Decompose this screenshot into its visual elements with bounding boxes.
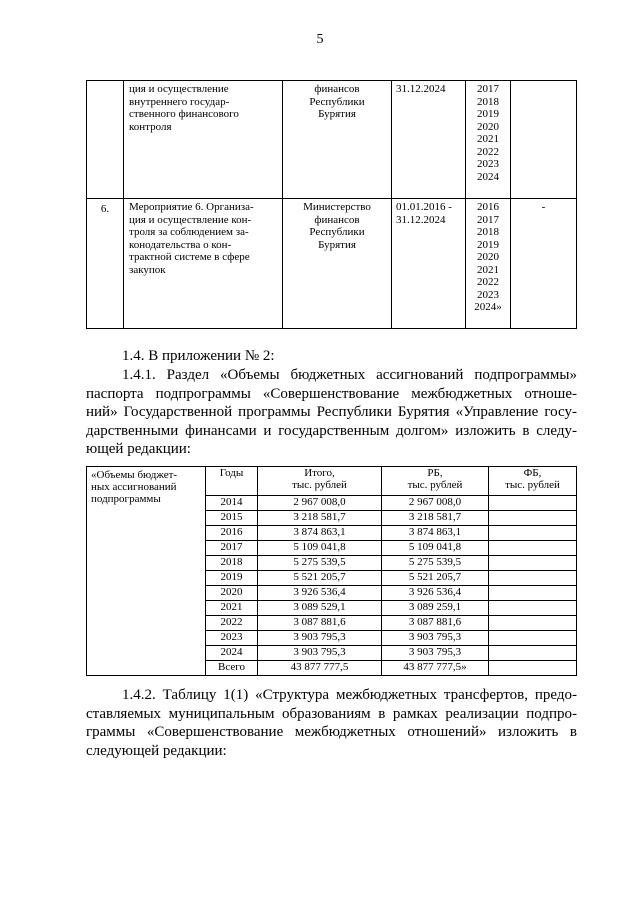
total-cell: [258, 496, 382, 511]
years-line: 2024: [477, 170, 499, 183]
year-cell: [206, 541, 258, 556]
total-cell: [258, 571, 382, 586]
row-number-text: 6.: [100, 203, 110, 215]
rb-cell-value: 3 218 581,7: [408, 511, 462, 523]
year-cell: [206, 586, 258, 601]
year-cell-value: 2016: [220, 526, 243, 538]
total-cell: [258, 601, 382, 616]
rb-cell: [382, 571, 489, 586]
year-cell: [206, 661, 258, 676]
rb-cell: [382, 631, 489, 646]
label-line: ных ассигнований: [91, 481, 177, 493]
year-cell: [206, 496, 258, 511]
fb-cell: [489, 646, 577, 661]
fb-cell: [489, 631, 577, 646]
extra-cell: [511, 81, 577, 199]
years-line: 2022: [477, 145, 499, 158]
years-line: 2023: [477, 288, 499, 301]
total-cell: [258, 616, 382, 631]
period-line: 01.01.2016 -: [396, 201, 452, 213]
paragraph-1-4-1: [86, 366, 577, 459]
rb-cell: [382, 661, 489, 676]
year-cell-value: Всего: [218, 661, 245, 673]
header-rb: [382, 467, 489, 496]
period: [392, 81, 466, 199]
para-line: дарственными финансами и государственным долгом» изложить в следу-: [86, 422, 577, 439]
activity-name-line: ция и осуществление кон-: [129, 213, 252, 226]
para-line: 1.4.1. Раздел «Объемы бюджетных ассигнований подпрограммы»: [122, 367, 577, 383]
table-row: [87, 199, 577, 329]
paragraph-1-4-2: [86, 686, 577, 760]
activity-name-line: контроля: [129, 120, 172, 133]
executor-line: Министерство: [303, 201, 371, 213]
executor-line: Республики: [309, 95, 365, 108]
total-cell-value: 3 218 581,7: [293, 511, 346, 523]
header-fb-line: ФБ,: [523, 467, 542, 479]
total-cell-value: 43 877 777,5: [290, 661, 349, 673]
rb-cell: [382, 511, 489, 526]
activity-name-line: ция и осуществление: [129, 83, 229, 95]
total-cell: [258, 556, 382, 571]
row-number: [87, 199, 124, 329]
years-line: 2017: [477, 83, 499, 95]
executor-line: Республики: [309, 226, 365, 238]
activity-name: [124, 199, 283, 329]
period: [392, 199, 466, 329]
para-line: паспорта подпрограммы «Совершенствование межбюджетных отноше-: [86, 385, 577, 402]
year-cell-value: 2019: [220, 571, 243, 583]
header-year: [206, 467, 258, 496]
para-line: ний» Государственной программы Республики Бурятия «Управление госу-: [86, 404, 577, 420]
header-rb-line: тыс. рублей: [407, 479, 463, 491]
years-line: 2020: [477, 251, 499, 263]
table-row: [87, 81, 577, 199]
extra-cell: [511, 199, 577, 329]
fb-cell: [489, 511, 577, 526]
rb-cell: [382, 601, 489, 616]
fb-cell: [489, 616, 577, 631]
header-fb-line: тыс. рублей: [505, 479, 560, 491]
year-cell: [206, 646, 258, 661]
para-line: ющей редакции:: [86, 441, 191, 457]
rb-cell-value: 5 109 041,8: [408, 541, 462, 553]
year-cell: [206, 601, 258, 616]
rb-cell: [382, 496, 489, 511]
fb-cell: [489, 526, 577, 541]
budget-table: [86, 466, 577, 676]
section-heading: [86, 347, 577, 366]
rb-cell: [382, 541, 489, 556]
rb-cell-value: 3 926 536,4: [408, 586, 462, 598]
row-number: [87, 81, 124, 199]
total-cell-value: 3 903 795,3: [293, 631, 346, 643]
para-line: следующей редакции:: [86, 742, 227, 759]
years-line: 2017: [477, 213, 499, 226]
total-cell: [258, 511, 382, 526]
executor-line: финансов: [314, 83, 360, 95]
header-total: [258, 467, 382, 496]
year-cell-value: 2015: [220, 511, 243, 523]
years-line: 2023: [477, 158, 499, 170]
rb-cell-value: 5 521 205,7: [408, 571, 462, 583]
header-total-line: тыс. рублей: [292, 479, 347, 491]
total-cell-value: 3 926 536,4: [293, 586, 346, 598]
activity-name: [124, 81, 283, 199]
header-year-text: Годы: [219, 467, 244, 479]
header-rb-line: РБ,: [427, 467, 443, 479]
activity-name-line: трактной системе в сфере: [129, 251, 250, 263]
rb-cell-value: 3 087 881,6: [408, 616, 462, 628]
total-cell-value: 2 967 008,0: [293, 496, 346, 508]
year-cell: [206, 511, 258, 526]
executor-line: финансов: [314, 213, 360, 226]
rb-cell-value: 5 275 539,5: [408, 556, 462, 568]
period-line: 31.12.2024: [396, 213, 446, 226]
row-number-text: [87, 81, 123, 85]
rb-cell: [382, 586, 489, 601]
rb-cell-value: 3 903 795,3: [408, 631, 462, 643]
year-cell-value: 2020: [220, 586, 243, 598]
fb-cell: [489, 571, 577, 586]
years-line: 2024»: [474, 301, 502, 313]
rb-cell-value: 2 967 008,0: [408, 496, 462, 508]
total-cell: [258, 661, 382, 676]
executor: [283, 81, 392, 199]
total-cell-value: 3 903 795,3: [293, 646, 346, 658]
executor: [283, 199, 392, 329]
fb-cell: [489, 661, 577, 676]
period-line: 31.12.2024: [396, 83, 446, 95]
year-cell-value: 2024: [220, 646, 243, 658]
label-line: «Объемы бюджет-: [91, 469, 178, 481]
activity-name-line: внутреннего государ-: [129, 95, 230, 108]
activity-name-line: троля за соблюдением за-: [129, 226, 249, 238]
year-cell: [206, 616, 258, 631]
year-cell-value: 2022: [220, 616, 243, 628]
years-line: 2018: [477, 226, 499, 238]
activity-name-line: закупок: [129, 263, 166, 276]
extra-value: -: [541, 201, 546, 213]
total-cell-value: 5 521 205,7: [293, 571, 346, 583]
total-cell: [258, 631, 382, 646]
years: [466, 81, 511, 199]
fb-cell: [489, 586, 577, 601]
years-line: 2020: [477, 120, 499, 133]
para-line: 1.4. В приложении № 2:: [122, 348, 275, 364]
para-line: 1.4.2. Таблицу 1(1) «Структура межбюджетных трансфертов, предо-: [122, 687, 577, 703]
years-line: 2021: [477, 263, 499, 276]
page-number: 5: [316, 32, 324, 47]
executor-line: Бурятия: [318, 238, 356, 251]
fb-cell: [489, 541, 577, 556]
executor-line: Бурятия: [318, 108, 356, 120]
years-line: 2018: [477, 95, 499, 108]
years-line: 2019: [477, 108, 499, 120]
years: [466, 199, 511, 329]
activity-name-line: Мероприятие 6. Организа-: [129, 201, 254, 213]
fb-cell: [489, 601, 577, 616]
years-line: 2019: [477, 238, 499, 251]
header-fb: [489, 467, 577, 496]
year-cell-value: 2021: [220, 601, 243, 613]
header-row: [87, 467, 577, 496]
fb-cell: [489, 496, 577, 511]
total-cell: [258, 586, 382, 601]
total-cell-value: 3 087 881,6: [293, 616, 346, 628]
years-line: 2022: [477, 276, 499, 288]
fb-cell: [489, 556, 577, 571]
rb-cell: [382, 526, 489, 541]
para-line: граммы «Совершенствование межбюджетных отношений» изложить в: [86, 724, 577, 740]
year-cell-value: 2014: [220, 496, 243, 508]
section-label: [87, 467, 206, 676]
rb-cell: [382, 616, 489, 631]
years-line: 2016: [477, 201, 499, 213]
activity-name-line: конодательства о кон-: [129, 238, 232, 251]
rb-cell-value: 3 874 863,1: [408, 526, 462, 538]
total-cell-value: 5 275 539,5: [293, 556, 346, 568]
total-cell: [258, 541, 382, 556]
total-cell: [258, 646, 382, 661]
total-cell: [258, 526, 382, 541]
header-total-line: Итого,: [304, 467, 335, 479]
years-line: 2021: [477, 133, 499, 145]
year-cell-value: 2023: [220, 631, 243, 643]
label-line: подпрограммы: [91, 493, 161, 505]
year-cell: [206, 556, 258, 571]
rb-cell: [382, 556, 489, 571]
total-cell-value: 3 089 529,1: [293, 601, 346, 613]
year-cell: [206, 526, 258, 541]
year-cell-value: 2018: [220, 556, 243, 568]
rb-cell-value: 43 877 777,5»: [403, 661, 467, 673]
rb-cell: [382, 646, 489, 661]
total-cell-value: 3 874 863,1: [293, 526, 346, 538]
activities-table: [86, 80, 577, 329]
rb-cell-value: 3 089 259,1: [408, 601, 462, 613]
year-cell-value: 2017: [220, 541, 243, 553]
activity-name-line: ственного финансового: [129, 108, 239, 120]
year-cell: [206, 631, 258, 646]
para-line: ставляемых муниципальным образованиям в рамках реализации подпро-: [86, 705, 577, 722]
total-cell-value: 5 109 041,8: [293, 541, 346, 553]
rb-cell-value: 3 903 795,3: [408, 646, 462, 658]
year-cell: [206, 571, 258, 586]
